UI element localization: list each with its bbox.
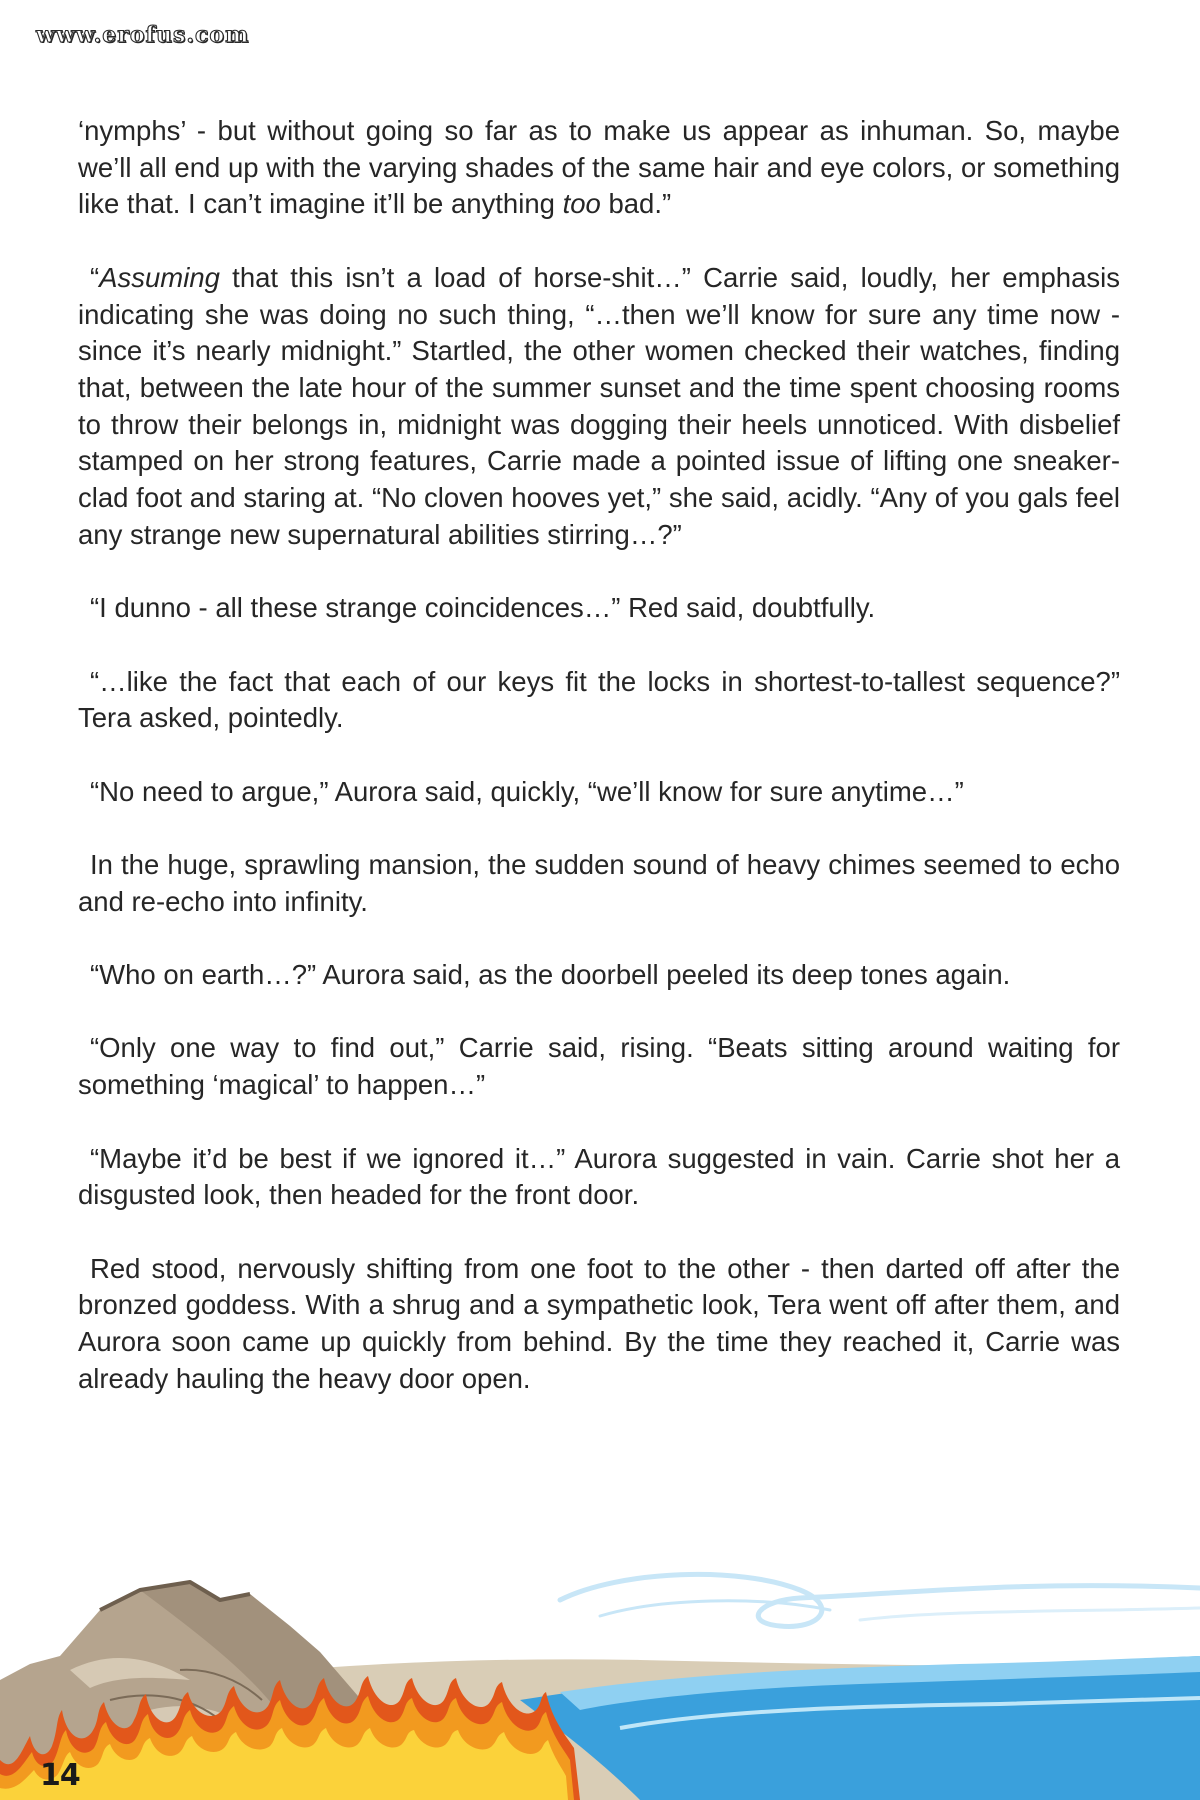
story-paragraph: “…like the fact that each of our keys fit the locks in shortest-to-tallest sequence?” Tera asked, pointedly.: [78, 665, 1120, 734]
story-paragraph: In the huge, sprawling mansion, the sudden sound of heavy chimes seemed to echo and re-echo into infinity.: [78, 848, 1120, 917]
story-paragraph: “Maybe it’d be best if we ignored it…” Aurora suggested in vain. Carrie shot her a disgusted look, then headed for the front door.: [78, 1142, 1120, 1211]
page-number: 14: [40, 1758, 80, 1793]
landscape-illustration: [0, 1560, 1200, 1800]
story-text: [78, 113, 1120, 1434]
story-paragraph: “Only one way to find out,” Carrie said, rising. “Beats sitting around waiting for something ‘magical’ to happen…”: [78, 1032, 1120, 1101]
sky-swirl: [600, 1601, 830, 1616]
watermark-text: www.erofus.com: [36, 22, 250, 48]
story-paragraph: ‘nymphs’ - but without going so far as to make us appear as inhuman. So, maybe we’ll all end up with the varying shades of the same hair and eye colors, or something like that. I can’t imagine it’ll be anything too bad.”: [78, 115, 1120, 220]
story-paragraph: “Assuming that this isn’t a load of horse-shit…” Carrie said, loudly, her emphasis indicating she was doing no such thing, “…then we’ll know for sure any time now - since it’s nearly midnight.” Startled, the other women checked their watches, finding that, between the late hour of the summer sunset and the time spent choosing rooms to throw their belongs in, midnight was dogging their heels unnoticed. With disbelief stamped on her strong features, Carrie made a pointed issue of lifting one sneaker-clad foot and staring at. “No cloven hooves yet,” she said, acidly. “Any of you gals feel any strange new supernatural abilities stirring…?”: [78, 261, 1120, 550]
story-paragraph: “I dunno - all these strange coincidences…” Red said, doubtfully.: [90, 592, 876, 624]
story-paragraph: “No need to argue,” Aurora said, quickly, “we’ll know for sure anytime…”: [90, 775, 964, 807]
story-paragraph: Red stood, nervously shifting from one foot to the other - then darted off after the bronzed goddess. With a shrug and a sympathetic look, Tera went off after them, and Aurora soon came up quickly from behind. By the time they reached it, Carrie was already hauling the heavy door open.: [78, 1252, 1120, 1394]
story-paragraph: “Who on earth…?” Aurora said, as the doorbell peeled its deep tones again.: [90, 959, 1011, 991]
sky-swirl: [860, 1608, 1200, 1620]
